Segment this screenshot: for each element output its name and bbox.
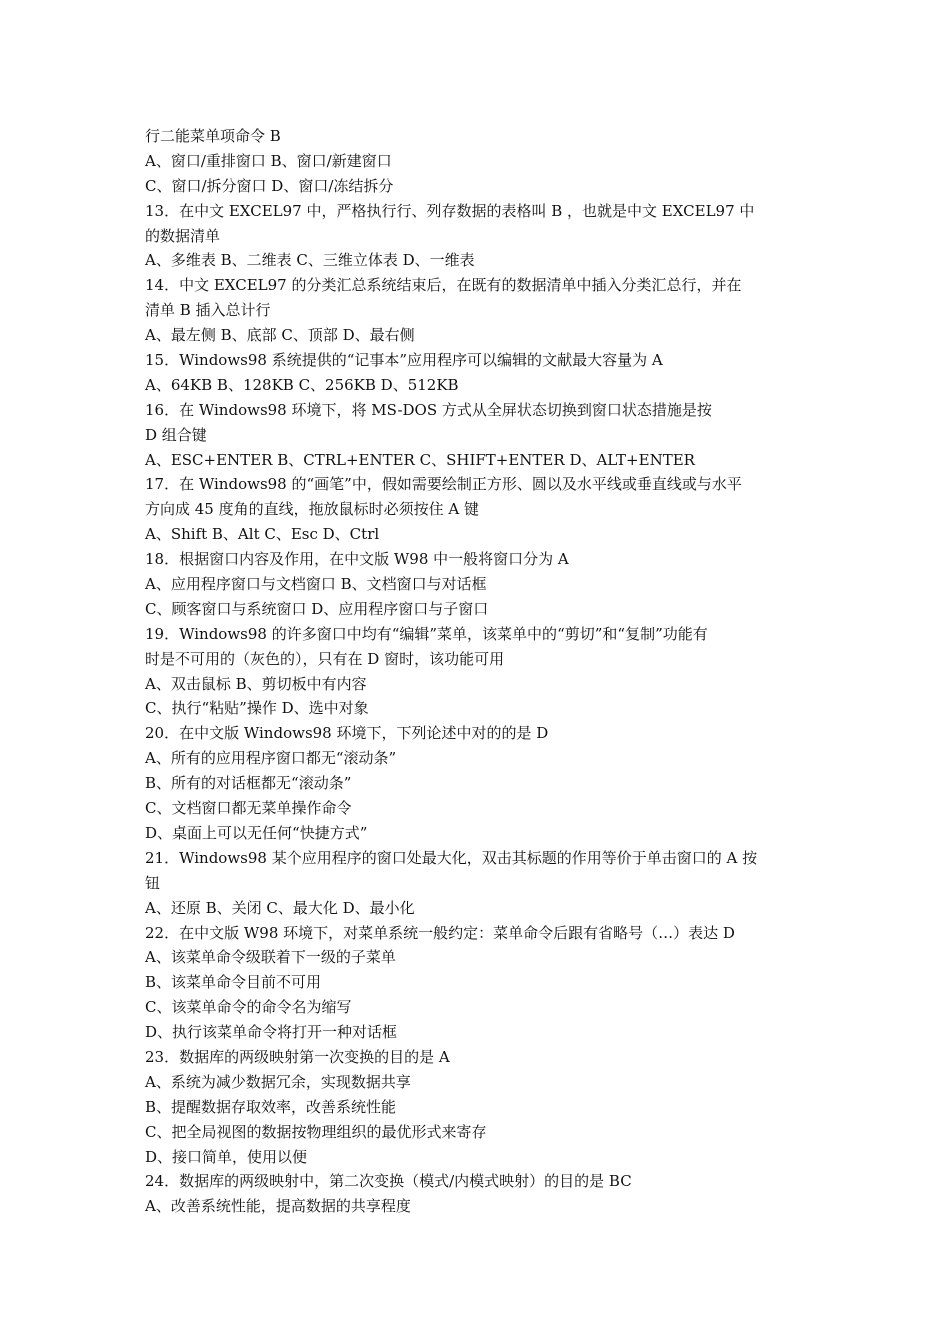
text-line: 方向成 45 度角的直线，拖放鼠标时必须按住 A 键 (145, 500, 479, 519)
text-line: D 组合键 (145, 425, 207, 444)
text-line: 23．数据库的两级映射第一次变换的目的是 A (145, 1047, 450, 1066)
text-line: A、应用程序窗口与文档窗口 B、文档窗口与对话框 (145, 575, 487, 594)
text-line: C、该菜单命令的命令名为缩写 (145, 998, 352, 1017)
text-line: 17．在 Windows98 的“画笔”中，假如需要绘制正方形、圆以及水平线或垂直线或与水平 (145, 475, 742, 494)
text-line: 13．在中文 EXCEL97 中，严格执行行、列存数据的表格叫 B ，也就是中文 EXCEL97 中 (145, 201, 755, 220)
text-line: A、窗口/重排窗口 B、窗口/新建窗口 (145, 151, 392, 170)
text-line: 18．根据窗口内容及作用，在中文版 W98 中一般将窗口分为 A (145, 550, 569, 569)
document-body (145, 124, 810, 1219)
text-line: 22．在中文版 W98 环境下，对菜单系统一般约定：菜单命令后跟有省略号（…）表达 D (145, 923, 735, 942)
text-line: B、所有的对话框都无“滚动条” (145, 774, 352, 793)
text-line: A、最左侧 B、底部 C、顶部 D、最右侧 (145, 326, 415, 345)
text-line: A、64KB B、128KB C、256KB D、512KB (145, 375, 459, 394)
text-line: 19．Windows98 的许多窗口中均有“编辑”菜单，该菜单中的“剪切”和“复制”功能有 (145, 624, 708, 643)
text-line: 16．在 Windows98 环境下，将 MS-DOS 方式从全屏状态切换到窗口状态措施是按 (145, 400, 712, 419)
text-line: 20．在中文版 Windows98 环境下，下列论述中对的的是 D (145, 724, 549, 743)
text-line: 钮 (145, 873, 161, 892)
text-line: 清单 B 插入总计行 (145, 301, 271, 320)
text-line: A、所有的应用程序窗口都无“滚动条” (145, 749, 397, 768)
text-line: 24．数据库的两级映射中，第二次变换（模式/内模式映射）的目的是 BC (145, 1172, 632, 1191)
text-line: D、执行该菜单命令将打开一种对话框 (145, 1023, 398, 1042)
text-line: 21．Windows98 某个应用程序的窗口处最大化，双击其标题的作用等价于单击窗口的 A 按 (145, 848, 758, 867)
text-line: A、双击鼠标 B、剪切板中有内容 (145, 674, 367, 693)
text-line: C、文档窗口都无菜单操作命令 (145, 799, 352, 818)
text-line: A、ESC+ENTER B、CTRL+ENTER C、SHIFT+ENTER D、ALT+ENTER (145, 450, 695, 469)
text-line: C、窗口/拆分窗口 D、窗口/冻结拆分 (145, 176, 394, 195)
text-line: A、系统为减少数据冗余，实现数据共享 (145, 1072, 411, 1091)
text-line: 时是不可用的（灰色的），只有在 D 窗时，该功能可用 (145, 649, 505, 668)
text-line: B、提醒数据存取效率，改善系统性能 (145, 1097, 397, 1116)
text-line: 的数据清单 (145, 226, 221, 245)
text-line: 15．Windows98 系统提供的“记事本”应用程序可以编辑的文献最大容量为 A (145, 351, 663, 370)
text-line: A、改善系统性能，提高数据的共享程度 (145, 1197, 411, 1216)
text-line: D、桌面上可以无任何“快捷方式” (145, 823, 368, 842)
text-line: A、该菜单命令级联着下一级的子菜单 (145, 948, 396, 967)
text-line: C、把全局视图的数据按物理组织的最优形式来寄存 (145, 1122, 487, 1141)
text-line: 14．中文 EXCEL97 的分类汇总系统结束后，在既有的数据清单中插入分类汇总行，并在 (145, 276, 742, 295)
text-line: 行二能菜单项命令 B (145, 127, 281, 145)
text-line: C、执行“粘贴”操作 D、选中对象 (145, 699, 369, 718)
text-line: A、还原 B、关闭 C、最大化 D、最小化 (145, 898, 415, 917)
text-line: B、该菜单命令目前不可用 (145, 973, 322, 992)
text-line: D、接口简单，使用以便 (145, 1147, 308, 1166)
text-line: C、顾客窗口与系统窗口 D、应用程序窗口与子窗口 (145, 599, 489, 618)
text-line: A、Shift B、Alt C、Esc D、Ctrl (145, 525, 380, 544)
text-line: A、多维表 B、二维表 C、三维立体表 D、一维表 (145, 251, 475, 270)
